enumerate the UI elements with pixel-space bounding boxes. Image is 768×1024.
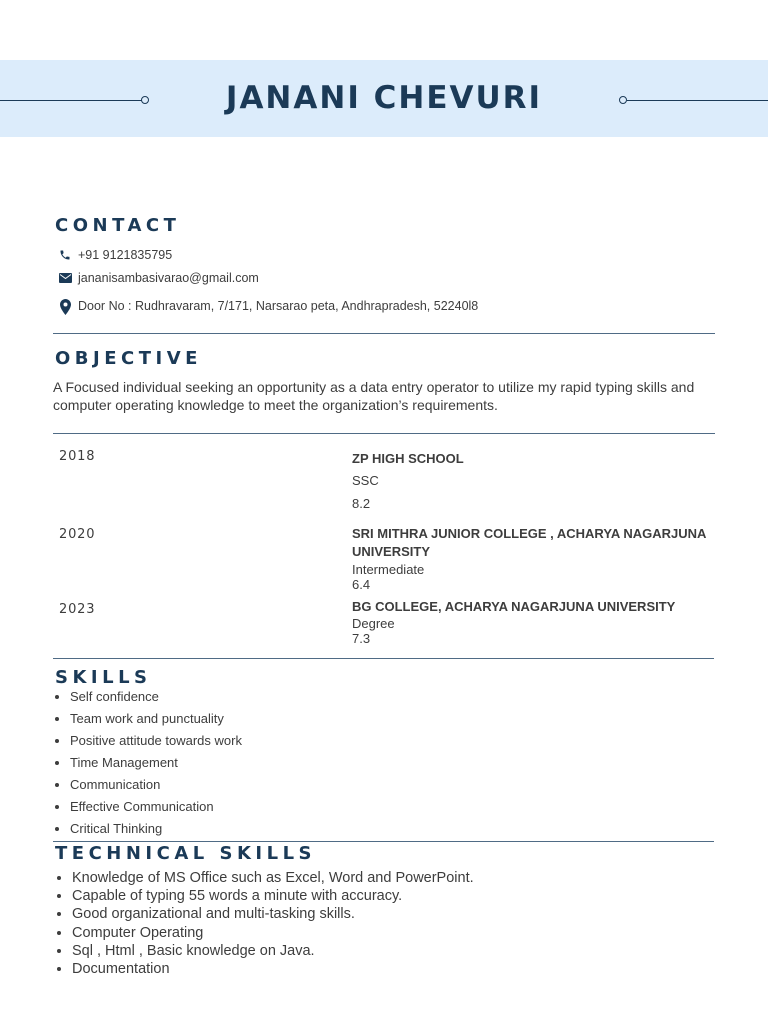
education-school: BG COLLEGE, ACHARYA NAGARJUNA UNIVERSITY bbox=[352, 599, 676, 614]
education-score: 6.4 bbox=[352, 577, 371, 592]
education-course: SSC bbox=[352, 473, 379, 488]
skills-list bbox=[52, 686, 242, 840]
divider-education bbox=[53, 658, 714, 659]
technical-skills-list bbox=[54, 869, 474, 978]
location-pin-icon bbox=[58, 300, 72, 314]
skill-item: • Positive attitude towards work bbox=[70, 730, 242, 752]
education-school: SRI MITHRA JUNIOR COLLEGE , ACHARYA NAGARJUNA UNIVERSITY bbox=[352, 526, 706, 559]
skill-item: • Critical Thinking bbox=[70, 818, 242, 840]
skill-item: • Communication bbox=[70, 774, 242, 796]
skill-item: • Self confidence bbox=[70, 686, 242, 708]
technical-skill-item: • Computer Operating bbox=[72, 924, 474, 942]
education-score: 7.3 bbox=[352, 631, 371, 646]
skill-item: • Effective Communication bbox=[70, 796, 242, 818]
technical-skill-item: • Good organizational and multi-tasking skills. bbox=[72, 905, 474, 923]
technical-skill-item: • Documentation bbox=[72, 960, 474, 978]
contact-phone: +91 9121835795 bbox=[78, 248, 173, 262]
education-entry bbox=[352, 598, 712, 646]
objective-text: A Focused individual seeking an opportunity as a data entry operator to utilize my rapid typing skills and computer operating knowledge to meet the organization’s requirements. bbox=[53, 379, 695, 413]
contact-heading: CONTACT bbox=[55, 215, 181, 236]
technical-skill-item: • Capable of typing 55 words a minute with accuracy. bbox=[72, 887, 474, 905]
envelope-icon bbox=[58, 271, 72, 285]
objective-heading: OBJECTIVE bbox=[55, 348, 202, 369]
education-year: 2023 bbox=[59, 602, 96, 617]
technical-skill-item: • Sql , Html , Basic knowledge on Java. bbox=[72, 942, 474, 960]
technical-skills-heading: TECHNICAL SKILLS bbox=[55, 843, 316, 864]
divider-skills bbox=[53, 841, 714, 842]
contact-address-row bbox=[58, 298, 478, 314]
education-school: ZP HIGH SCHOOL bbox=[352, 451, 464, 466]
skills-heading: SKILLS bbox=[55, 667, 152, 688]
contact-phone-row bbox=[58, 248, 172, 262]
education-year: 2020 bbox=[59, 527, 96, 542]
skill-item: • Team work and punctuality bbox=[70, 708, 242, 730]
skill-item: • Time Management bbox=[70, 752, 242, 774]
education-year: 2018 bbox=[59, 449, 96, 464]
education-entry bbox=[352, 525, 712, 592]
candidate-name: JANANI CHEVURI bbox=[225, 80, 543, 116]
education-entry bbox=[352, 450, 712, 511]
divider-objective bbox=[53, 433, 715, 434]
contact-email-row bbox=[58, 271, 259, 285]
phone-icon bbox=[58, 248, 72, 262]
contact-address: Door No : Rudhravaram, 7/171, Narsarao peta, Andhrapradesh, 52240l8 bbox=[78, 299, 479, 313]
contact-email[interactable]: jananisambasivarao@gmail.com bbox=[78, 271, 259, 285]
education-course: Intermediate bbox=[352, 562, 425, 577]
education-score: 8.2 bbox=[352, 496, 371, 511]
technical-skill-item: • Knowledge of MS Office such as Excel, Word and PowerPoint. bbox=[72, 869, 474, 887]
education-course: Degree bbox=[352, 616, 395, 631]
divider-contact bbox=[53, 333, 715, 334]
